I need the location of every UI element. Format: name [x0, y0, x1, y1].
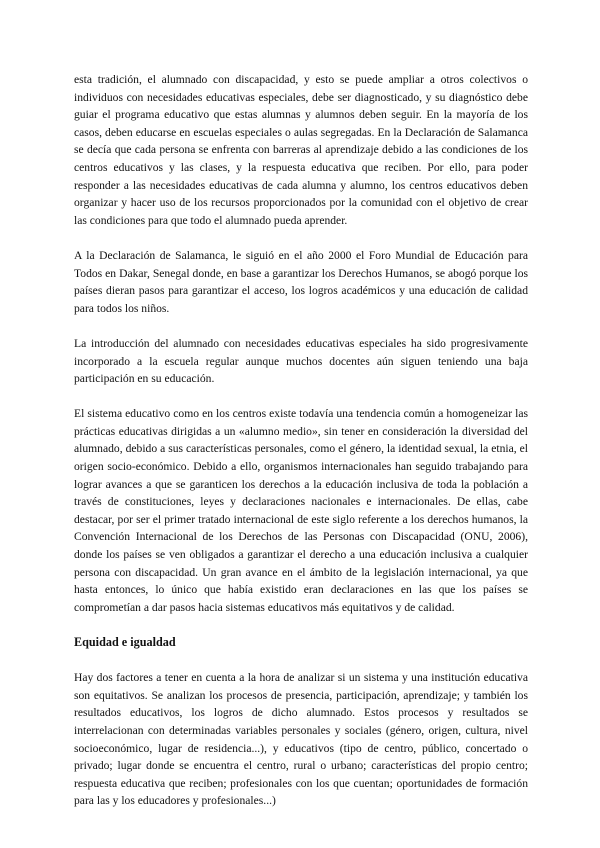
- paragraph-introduccion-alumnado: La introducción del alumnado con necesidades educativas especiales ha sido progresivamente incorporado a la escuela regular aunque muchos docentes aún siguen teniendo una baja participación en su educación.: [74, 336, 528, 386]
- paragraph-declaracion-salamanca: A la Declaración de Salamanca, le siguió en el año 2000 el Foro Mundial de Educación para Todos en Dakar, Senegal donde, en base a garantizar los Derechos Humanos, se abogó porque los países dieran pasos para garantizar el acceso, los logros académicos y una educación de calidad para todos los niños.: [74, 248, 528, 315]
- paragraph-sistema-educativo: El sistema educativo como en los centros existe todavía una tendencia común a homogeneizar las prácticas educativas dirigidas a un «alumno medio», sin tener en consideración la diversidad del alumnado, debido a sus características personales, como el género, la identidad sexual, la etnia, el origen socio-económico. Debido a ello, organismos internacionales han seguido trabajando para lograr avances a que se garanticen los derechos a la educación inclusiva de toda la población a través de constituciones, leyes y declaraciones nacionales e internacionales. De ellas, cabe destacar, por ser el primer tratado internacional de este siglo referente a los derechos humanos, la Convención Internacional de los Derechos de las Personas con Discapacidad (ONU, 2006), donde los países se ven obligados a garantizar el derecho a una educación inclusiva a cualquier persona con discapacidad. Un gran avance en el ámbito de la legislación internacional, ya que hasta entonces, lo único que había existido eran declaraciones en las que los países se comprometían a dar pasos hacia sistemas educativos más equitativos y de calidad.: [74, 407, 528, 614]
- paragraph-tradicion: esta tradición, el alumnado con discapacidad, y esto se puede ampliar a otros colectivos o individuos con necesidades educativas especiales, debe ser diagnosticado, y su diagnóstico debe guiar el programa educativo que estas alumnas y alumnos deben seguir. En la mayoría de los casos, deben educarse en escuelas especiales o aulas segregadas. En la Declaración de Salamanca se decía que cada persona se enfrenta con barreras al aprendizaje debido a las condiciones de los centros educativos y las clases, y la respuesta educativa que reciben. Por ello, para poder responder a las necesidades educativas de cada alumna y alumno, los centros educativos deben organizar y hacer uso de los recursos proporcionados por la comunidad con el objetivo de crear las condiciones para que todo el alumnado pueda aprender.: [74, 73, 528, 227]
- section-heading: Equidad e igualdad: [74, 635, 176, 649]
- document-page: [74, 71, 528, 828]
- paragraph-factores-equidad: Hay dos factores a tener en cuenta a la hora de analizar si un sistema y una institución educativa son equitativos. Se analizan los procesos de presencia, participación, aprendizaje; y también los resultados educativos, los logros de dicho alumnado. Estos procesos y resultados se interrelacionan con determinadas variables personales y sociales (género, origen, cultura, nivel socioeconómico, lugar de residencia...), y educativos (tipo de centro, público, concertado o privado; lugar donde se encuentra el centro, rural o urbano; características del propio centro; respuesta educativa que reciben; profesionales con los que cuentan; oportunidades de formación para las y los educadores y profesionales...): [74, 671, 528, 808]
